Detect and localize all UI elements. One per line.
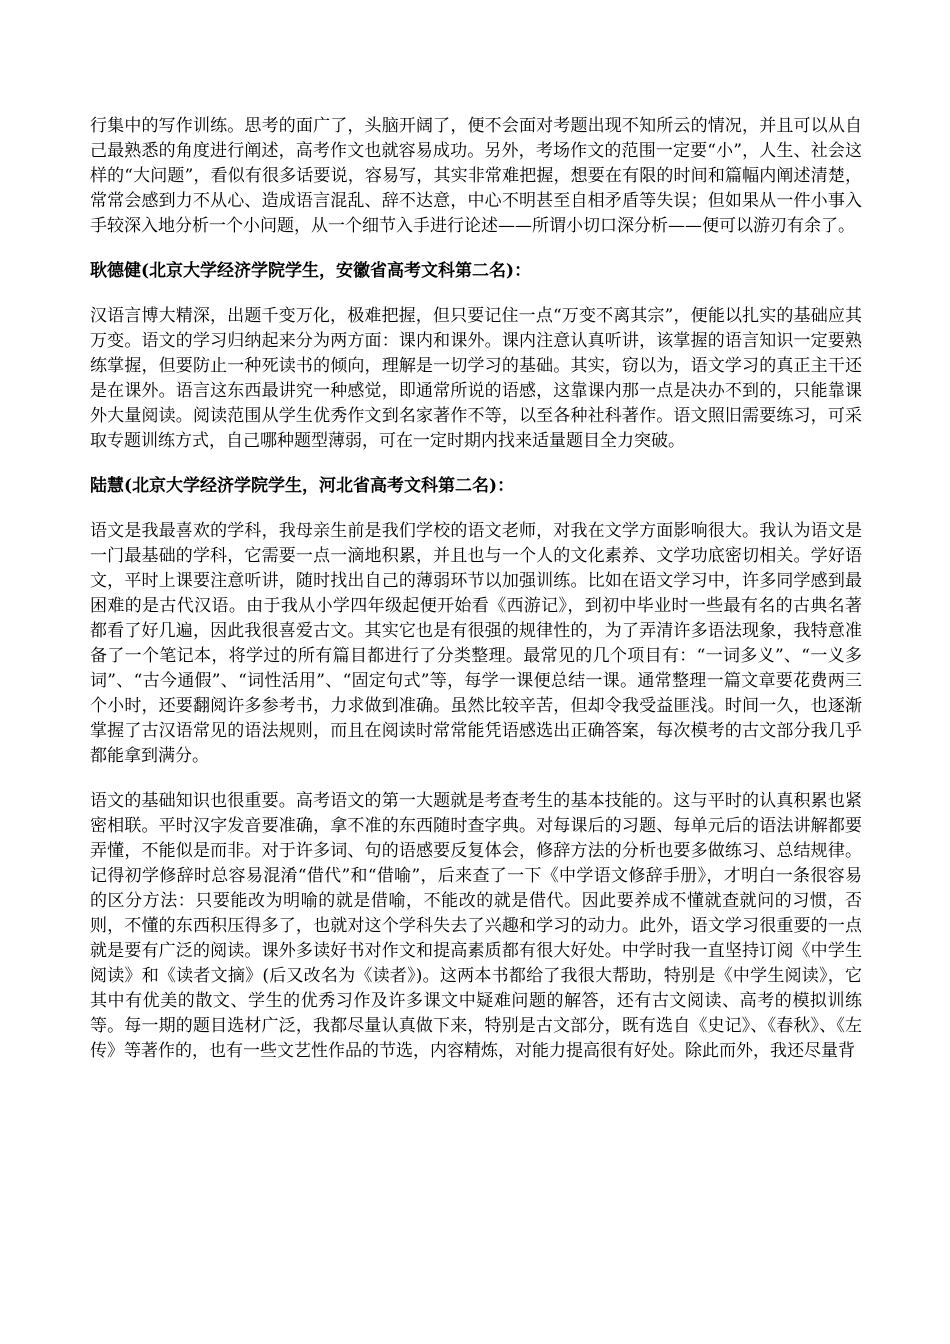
heading-lu-hui: 陆慧(北京大学经济学院学生，河北省高考文科第二名)： (90, 476, 515, 496)
paragraph-continued: 行集中的写作训练。思考的面广了，头脑开阔了，便不会面对考题出现不知所云的情况，并且可以从自己最熟悉的角度进行阐述，高考作文也就容易成功。另外，考场作文的范围一定要“小”，人生、社会这样的“大问题”，看似有很多话要说，容易写，其实非常难把握，想要在有限的时间和篇幅内阐述清楚，常常会感到力不从心、造成语言混乱、辞不达意，中心不明甚至自相矛盾等失误；但如果从一件小事入手较深入地分析一个小问题，从一个细节入手进行论述——所谓小切口深分析——便可以游刃有余了。 (90, 116, 862, 236)
heading-geng-dejian: 耿德健(北京大学经济学院学生，安徽省高考文科第二名)： (90, 261, 532, 281)
paragraph-geng-dejian: 汉语言博大精深，出题千变万化，极难把握，但只要记住一点“万变不离其宗”，便能以扎实的基础应其万变。语文的学习归纳起来分为两方面：课内和课外。课内注意认真听讲，该掌握的语言知识一定要熟练掌握，但要防止一种死读书的倾向，理解是一切学习的基础。其实，窃以为，语文学习的真正主干还是在课外。语言这东西最讲究一种感觉，即通常所说的语感，这靠课内那一点是决办不到的，只能靠课外大量阅读。阅读范围从学生优秀作文到名家著作不等，以至各种社科著作。语文照旧需要练习，可采取专题训练方式，自己哪种题型薄弱，可在一定时期内找来适量题目全力突破。 (90, 306, 862, 451)
document-page (90, 114, 862, 1064)
paragraph-gap (90, 769, 862, 789)
paragraph-lu-hui-2: 语文的基础知识也很重要。高考语文的第一大题就是考查考生的基本技能的。这与平时的认真积累也紧密相联。平时汉字发音要准确，拿不准的东西随时查字典。对每课后的习题、每单元后的语法讲解都要弄懂，不能似是而非。对于许多词、句的语感要反复体会，修辞方法的分析也要多做练习、总结规律。记得初学修辞时总容易混淆“借代”和“借喻”，后来查了一下《中学语文修辞手册》，才明白一条很容易的区分方法：只要能改为明喻的就是借喻，不能改的就是借代。因此要养成不懂就查就问的习惯，否则，不懂的东西积压得多了，也就对这个学科失去了兴趣和学习的动力。此外，语文学习很重要的一点就是要有广泛的阅读。课外多读好书对作文和提高素质都有很大好处。中学时我一直坚持订阅《中学生阅读》和《读者文摘》(后又改名为《读者》)。这两本书都给了我很大帮助，特别是《中学生阅读》，它其中有优美的散文、学生的优秀习作及许多课文中疑难问题的解答，还有古文阅读、高考的模拟训练等。每一期的题目选材广泛，我都尽量认真做下来，特别是古文部分，既有选自《史记》、《春秋》、《左传》等著作的，也有一些文艺性作品的节选，内容精炼，对能力提高很有好处。除此而外，我还尽量背 (90, 791, 862, 1061)
paragraph-lu-hui-1: 语文是我最喜欢的学科，我母亲生前是我们学校的语文老师，对我在文学方面影响很大。我认为语文是一门最基础的学科，它需要一点一滴地积累，并且也与一个人的文化素养、文学功底密切相关。学好语文，平时上课要注意听讲，随时找出自己的薄弱环节以加强训练。比如在语文学习中，许多同学感到最困难的是古代汉语。由于我从小学四年级起便开始看《西游记》，到初中毕业时一些最有名的古典名著都看了好几遍，因此我很喜爱古文。其实它也是有很强的规律性的，为了弄清许多语法现象，我特意准备了一个笔记本，将学过的所有篇目都进行了分类整理。最常见的几个项目有：“一词多义”、“一义多词”、“古今通假”、“词性活用”、“固定句式”等，每学一课便总结一课。通常整理一篇文章要花费两三个小时，还要翻阅许多参考书，力求做到准确。虽然比较辛苦，但却令我受益匪浅。时间一久，也逐渐掌握了古汉语常见的语法规则，而且在阅读时常常能凭语感选出正确答案，每次模考的古文部分我几乎都能拿到满分。 (90, 521, 862, 766)
paragraph-gap (90, 239, 862, 259)
paragraph-gap (90, 284, 862, 304)
paragraph-gap (90, 454, 862, 474)
paragraph-gap (90, 499, 862, 519)
